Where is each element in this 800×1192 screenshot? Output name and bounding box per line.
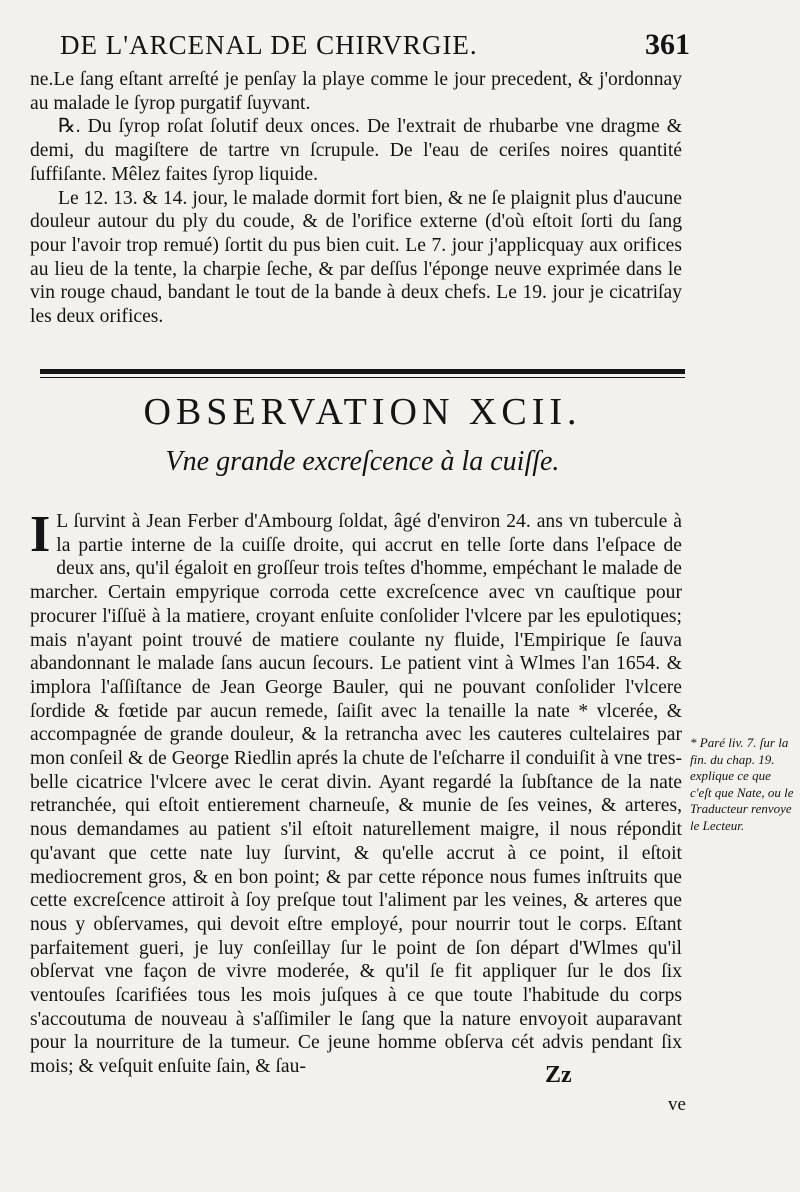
paragraph-treatment: Le 12. 13. & 14. jour, le malade dormit fort bien, & ne ſe plaignit plus d'aucune douleur autour du ply du coude, & de l'orifice externe (d'où eſtoit ſorti du ſang pour l'avoir trop remué) ſortit du pus bien cuit. Le 7. jour j'applicquay aux orifices au lieu de la tente, la charpie ſeche, & par deſſus l'éponge neuve exprimée dans le vin rouge chaud, bandant le tout de la bande à deux chefs. Le 19. jour je cicatriſay les deux orifices. <box>30 187 682 328</box>
signature-mark: Zz <box>545 1062 572 1088</box>
observation-text: L ſurvint à Jean Ferber d'Ambourg ſoldat, âgé d'environ 24. ans vn tubercule à la partie interne de la cuiſſe droite, qui accrut en telle ſorte dans l'eſpace de deux ans, qu'il égaloit en groſſeur trois teſtes d'homme, empéchant le malade de marcher. Certain empyrique corroda cette excreſcence avec vn cauſtique pour procurer l'iſſuë à la matiere, croyant enſuite conſolider l'vlcere par les epulotiques; mais n'ayant point trouvé de matiere coulante ny fluide, l'Empirique ſe ſauva abandonnant le malade ſans aucun ſecours. Le patient vint à Wlmes l'an 1654. & implora l'aſſiſtance de Jean George Bauler, qui ne pouvant conſolider l'vlcere ſordide & fœtide par aucun remede, ſaiſit avec la tenaille la nate * vlcerée, & accompagnée de grande douleur, & la retrancha avec les cauteres cultelaires par mon conſeil & de George Riedlin aprés la chute de l'eſcharre il conduiſit à vne tres-belle cicatrice l'vlcere avec le cerat divin. Ayant regardé la ſubſtance de la nate retranchée, qui eſtoit entierement charneuſe, & munie de ſes veines, & arteres, nous demandames au patient s'il eſtoit naturellement maigre, il nous répondit qu'avant que cette nate luy ſurvint, & qu'elle accrut à ce point, il eſtoit mediocrement gros, & en bon point; & par cette réponce nous fumes inſtruits que cette excreſcence attiroit à ſoy preſque tout l'aliment par les veines, & arteres que nous y obſervames, qui devoit eſtre employé, pour nourrir tout le corps. Eſtant parfaitement gueri, je luy conſeillay ſur le point de ſon départ d'Wlmes qu'il obſervat vne façon de vivre moderée, & qu'il ſe fit appliquer ſur le dos ſix ventouſes ſcarifiées tous les mois juſques à ce que toute l'habitude du corps s'accoutuma de nouveau à s'aſſimiler le ſang que la nature envoyoit auparavant pour la nourriture de la tumeur. Ce jeune homme obſerva cét advis pendant ſix mois; & veſquit enſuite ſain, & ſau- <box>30 511 682 1078</box>
top-text-block <box>30 68 682 329</box>
catchword: ve <box>668 1094 686 1115</box>
running-title: DE L'ARCENAL DE CHIRVRGIE. <box>60 30 478 60</box>
observation-title: OBSERVATION XCII. <box>143 391 582 433</box>
observation-body <box>30 506 682 1079</box>
paragraph-recipe: ℞. Du ſyrop roſat ſolutif deux onces. De l'extrait de rhubarbe vne dragme & demi, du magiſtere de tartre vn ſcrupule. De l'eau de ceriſes noires quantité ſuffiſante. Mêlez faites ſyrop liquide. <box>30 116 682 185</box>
margin-note: * Paré liv. 7. ſur la fin. du chap. 19. explique ce que c'eſt que Nate, ou le Traducteur renvoye le Lecteur. <box>690 735 794 833</box>
paragraph-continuation: ne.Le ſang eſtant arreſté je penſay la playe comme le jour precedent, & j'ordonnay au malade le ſyrop purgatif ſuyvant. <box>30 69 682 114</box>
section-rule-thin <box>40 377 685 378</box>
page-number: 361 <box>645 28 690 61</box>
section-rule <box>40 369 685 374</box>
observation-subtitle: Vne grande excreſcence à la cuiſſe. <box>165 446 560 477</box>
drop-cap: I <box>30 506 51 563</box>
